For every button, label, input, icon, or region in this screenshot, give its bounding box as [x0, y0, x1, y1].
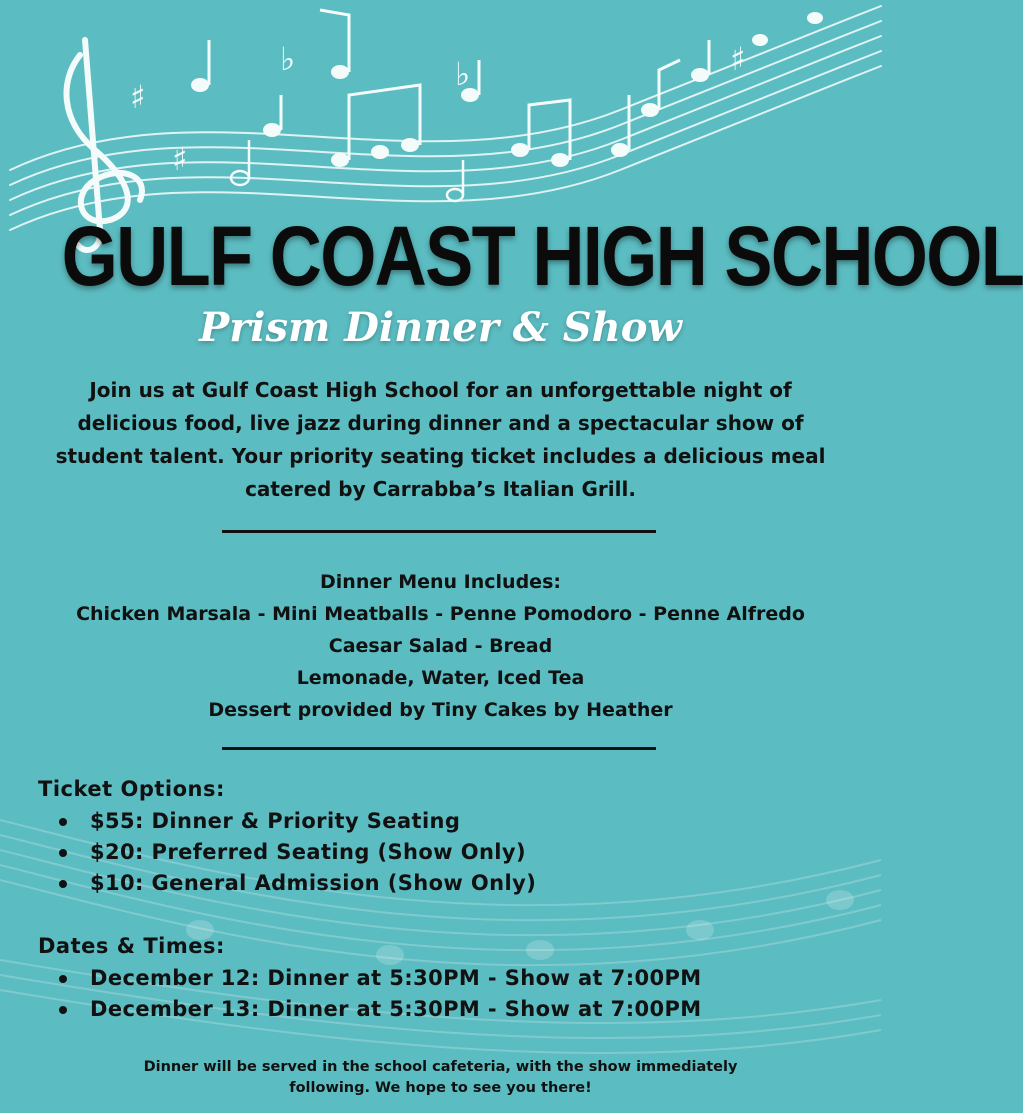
svg-text:♯: ♯: [730, 40, 746, 78]
event-subtitle: Prism Dinner & Show: [199, 304, 682, 351]
menu-line: Dessert provided by Tiny Cakes by Heather: [208, 699, 673, 721]
intro-line: Join us at Gulf Coast High School for an unforgettable night of: [89, 378, 792, 402]
list-item: December 12: Dinner at 5:30PM - Show at 7:00PM: [56, 963, 702, 994]
menu-line: Caesar Salad - Bread: [328, 635, 553, 657]
ticket-options-heading: Ticket Options:: [38, 777, 225, 801]
divider: [222, 530, 656, 533]
dates-times-list: [56, 963, 702, 1025]
footer-note: [40, 1057, 841, 1099]
list-item: $10: General Admission (Show Only): [56, 868, 536, 899]
divider: [222, 747, 656, 750]
svg-text:♯: ♯: [172, 140, 188, 178]
dinner-menu: [20, 566, 861, 726]
intro-line: delicious food, live jazz during dinner and a spectacular show of: [77, 411, 804, 435]
menu-line: Chicken Marsala - Mini Meatballs - Penne Pomodoro - Penne Alfredo: [76, 603, 805, 625]
footer-line: Dinner will be served in the school cafeteria, with the show immediately: [143, 1059, 738, 1075]
svg-text:♭: ♭: [280, 40, 296, 78]
page-title: GULF COAST HIGH SCHOOL: [61, 209, 1023, 303]
menu-heading: Dinner Menu Includes:: [320, 571, 561, 593]
intro-line: student talent. Your priority seating ticket includes a delicious meal: [55, 444, 826, 468]
ticket-options-list: [56, 806, 536, 899]
list-item: December 13: Dinner at 5:30PM - Show at 7:00PM: [56, 994, 702, 1025]
intro-line: catered by Carrabba’s Italian Grill.: [245, 477, 636, 501]
footer-line: following. We hope to see you there!: [289, 1080, 592, 1096]
intro-paragraph: [30, 374, 851, 506]
svg-text:♭: ♭: [455, 55, 471, 93]
list-item: $55: Dinner & Priority Seating: [56, 806, 536, 837]
svg-text:♯: ♯: [130, 78, 146, 116]
dates-times-heading: Dates & Times:: [38, 934, 225, 958]
menu-line: Lemonade, Water, Iced Tea: [296, 667, 585, 689]
list-item: $20: Preferred Seating (Show Only): [56, 837, 536, 868]
